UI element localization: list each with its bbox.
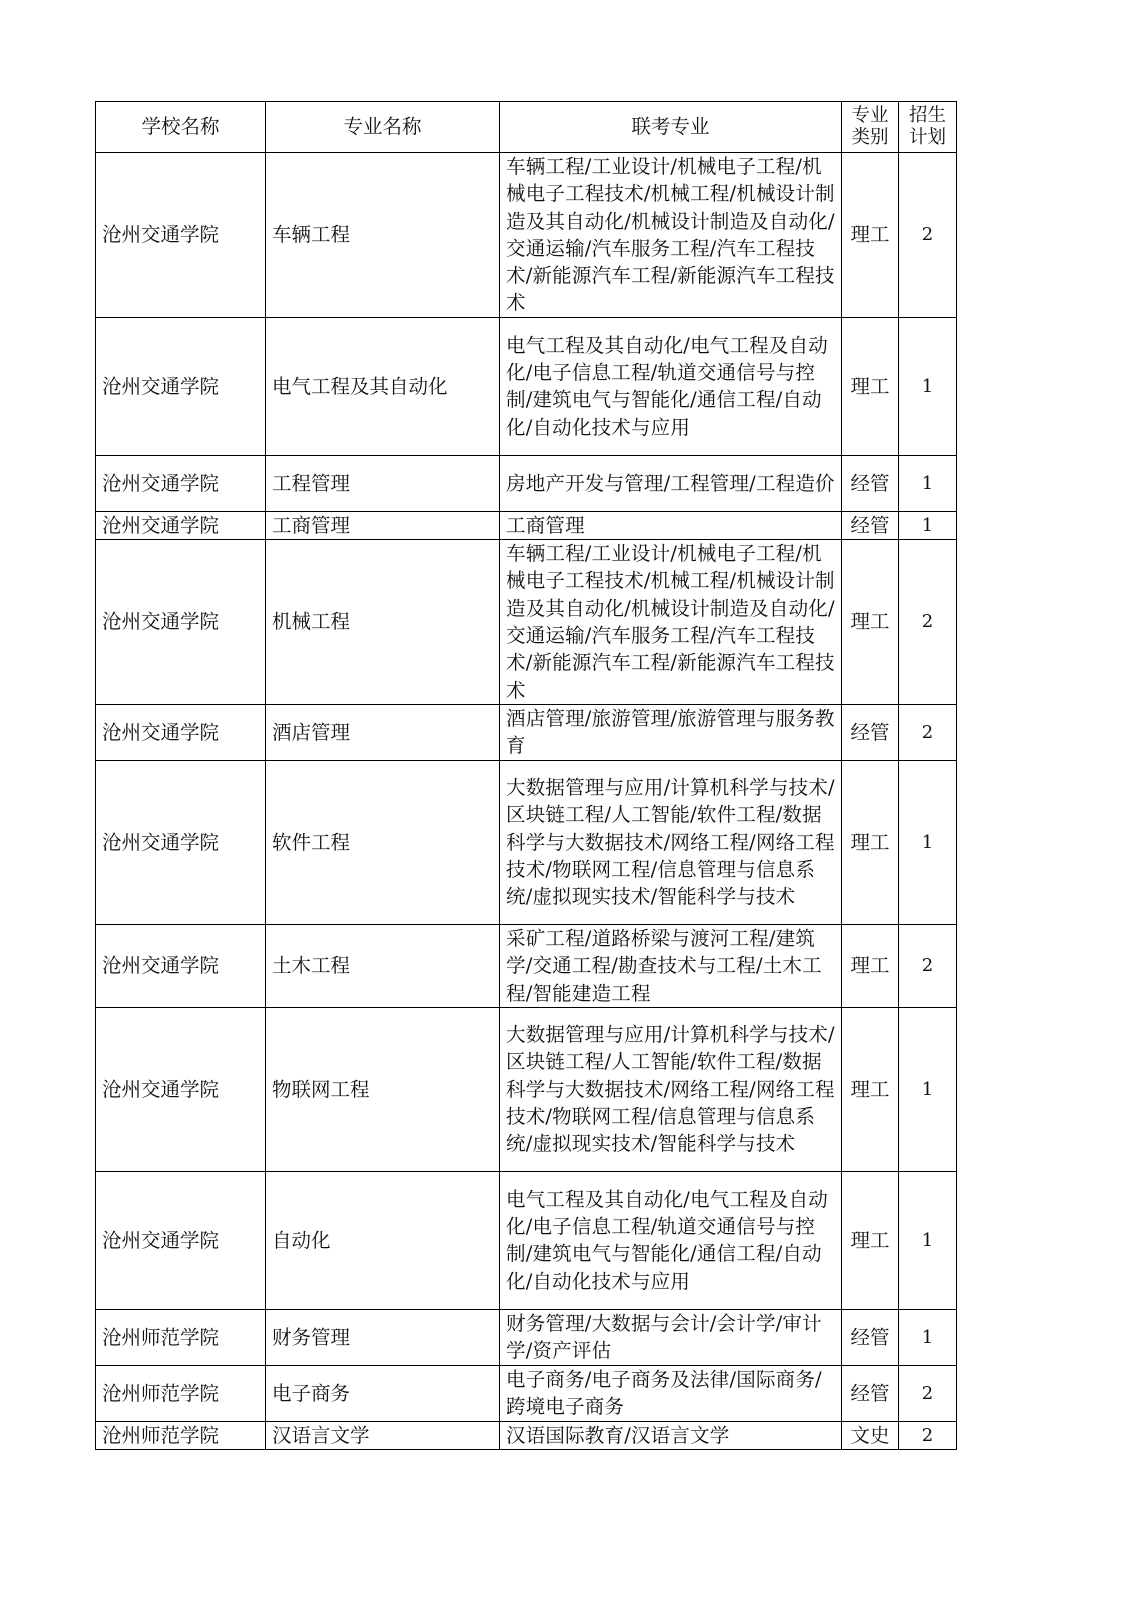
joint-major-cell: 房地产开发与管理/工程管理/工程造价 [500,455,842,511]
school-cell: 沧州交通学院 [96,511,266,539]
school-cell: 沧州交通学院 [96,760,266,924]
category-cell: 理工 [842,924,899,1007]
table-row [96,511,957,539]
table-row [96,455,957,511]
joint-major-cell: 电气工程及其自动化/电气工程及自动化/电子信息工程/轨道交通信号与控制/建筑电气与智能化/通信工程/自动化/自动化技术与应用 [500,1171,842,1309]
school-cell: 沧州交通学院 [96,540,266,705]
category-cell: 经管 [842,455,899,511]
table-row [96,1171,957,1309]
plan-cell: 1 [899,317,957,455]
school-cell: 沧州师范学院 [96,1309,266,1365]
plan-cell: 2 [899,704,957,760]
plan-cell: 1 [899,1309,957,1365]
category-cell: 理工 [842,760,899,924]
plan-cell: 2 [899,1421,957,1449]
category-cell: 经管 [842,704,899,760]
major-cell: 物联网工程 [266,1007,500,1171]
table-row [96,540,957,705]
joint-major-cell: 采矿工程/道路桥梁与渡河工程/建筑学/交通工程/勘查技术与工程/土木工程/智能建造工程 [500,924,842,1007]
school-cell: 沧州交通学院 [96,317,266,455]
major-cell: 汉语言文学 [266,1421,500,1449]
category-cell: 理工 [842,153,899,318]
school-cell: 沧州交通学院 [96,1171,266,1309]
table-row [96,924,957,1007]
category-cell: 理工 [842,317,899,455]
major-cell: 工商管理 [266,511,500,539]
major-cell: 土木工程 [266,924,500,1007]
school-cell: 沧州交通学院 [96,455,266,511]
major-cell: 电子商务 [266,1365,500,1421]
header-joint-major: 联考专业 [500,102,842,153]
plan-cell: 1 [899,455,957,511]
table-row [96,1309,957,1365]
category-cell: 文史 [842,1421,899,1449]
major-cell: 工程管理 [266,455,500,511]
joint-major-cell: 电气工程及其自动化/电气工程及自动化/电子信息工程/轨道交通信号与控制/建筑电气与智能化/通信工程/自动化/自动化技术与应用 [500,317,842,455]
plan-cell: 1 [899,1171,957,1309]
header-plan: 招生计划 [899,102,957,153]
header-major: 专业名称 [266,102,500,153]
major-cell: 软件工程 [266,760,500,924]
joint-major-cell: 大数据管理与应用/计算机科学与技术/区块链工程/人工智能/软件工程/数据科学与大数据技术/网络工程/网络工程技术/物联网工程/信息管理与信息系统/虚拟现实技术/智能科学与技术 [500,1007,842,1171]
plan-cell: 2 [899,924,957,1007]
joint-major-cell: 汉语国际教育/汉语言文学 [500,1421,842,1449]
table-row [96,1421,957,1449]
joint-major-cell: 车辆工程/工业设计/机械电子工程/机械电子工程技术/机械工程/机械设计制造及其自动化/机械设计制造及自动化/交通运输/汽车服务工程/汽车工程技术/新能源汽车工程/新能源汽车工程技术 [500,153,842,318]
table-row [96,704,957,760]
table-row [96,1007,957,1171]
joint-major-cell: 财务管理/大数据与会计/会计学/审计学/资产评估 [500,1309,842,1365]
school-cell: 沧州交通学院 [96,924,266,1007]
header-school: 学校名称 [96,102,266,153]
plan-cell: 1 [899,511,957,539]
school-cell: 沧州交通学院 [96,704,266,760]
category-cell: 经管 [842,511,899,539]
joint-major-cell: 电子商务/电子商务及法律/国际商务/跨境电子商务 [500,1365,842,1421]
plan-cell: 1 [899,1007,957,1171]
category-cell: 理工 [842,540,899,705]
school-cell: 沧州师范学院 [96,1421,266,1449]
category-cell: 经管 [842,1365,899,1421]
major-cell: 机械工程 [266,540,500,705]
plan-cell: 2 [899,1365,957,1421]
table-row [96,317,957,455]
school-cell: 沧州交通学院 [96,153,266,318]
category-cell: 理工 [842,1171,899,1309]
school-cell: 沧州交通学院 [96,1007,266,1171]
table-row [96,760,957,924]
joint-major-cell: 大数据管理与应用/计算机科学与技术/区块链工程/人工智能/软件工程/数据科学与大数据技术/网络工程/网络工程技术/物联网工程/信息管理与信息系统/虚拟现实技术/智能科学与技术 [500,760,842,924]
category-cell: 理工 [842,1007,899,1171]
major-cell: 财务管理 [266,1309,500,1365]
table-row [96,1365,957,1421]
table-header-row [96,102,957,153]
major-cell: 电气工程及其自动化 [266,317,500,455]
plan-cell: 2 [899,540,957,705]
plan-cell: 2 [899,153,957,318]
school-cell: 沧州师范学院 [96,1365,266,1421]
joint-major-cell: 车辆工程/工业设计/机械电子工程/机械电子工程技术/机械工程/机械设计制造及其自动化/机械设计制造及自动化/交通运输/汽车服务工程/汽车工程技术/新能源汽车工程/新能源汽车工程技术 [500,540,842,705]
admission-plan-table [95,101,957,1450]
joint-major-cell: 工商管理 [500,511,842,539]
major-cell: 车辆工程 [266,153,500,318]
major-cell: 酒店管理 [266,704,500,760]
category-cell: 经管 [842,1309,899,1365]
header-category: 专业类别 [842,102,899,153]
table-row [96,153,957,318]
major-cell: 自动化 [266,1171,500,1309]
plan-cell: 1 [899,760,957,924]
joint-major-cell: 酒店管理/旅游管理/旅游管理与服务教育 [500,704,842,760]
